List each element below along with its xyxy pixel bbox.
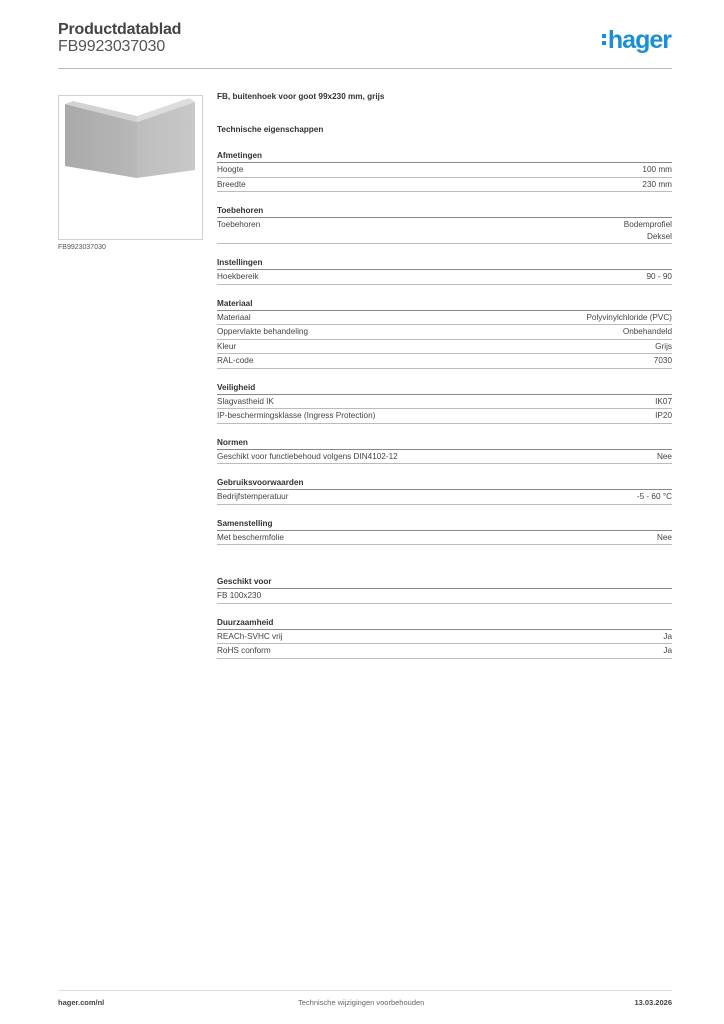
spec-label: Toebehoren (217, 220, 261, 229)
spec-label: Met beschermfolie (217, 532, 284, 542)
spec-row (217, 409, 672, 424)
footer-website-link[interactable]: hager.com/nl (58, 998, 105, 1007)
hager-logo (602, 26, 671, 55)
spec-section (217, 150, 672, 192)
spec-row (217, 395, 672, 410)
spec-section (217, 576, 672, 604)
spec-value-line: Nee (656, 532, 672, 542)
spec-value (663, 645, 672, 657)
spec-value (642, 164, 672, 176)
tech-heading: Technische eigenschappen (217, 125, 324, 134)
section-title: Veiligheid (217, 382, 256, 392)
spec-label: Hoekbereik (217, 272, 259, 281)
spec-value-line: 100 mm (642, 165, 672, 174)
spec-row (217, 178, 672, 193)
spec-row (217, 163, 672, 178)
footer-divider (58, 990, 672, 991)
section-title: Materiaal (217, 298, 253, 308)
spec-value (637, 491, 672, 503)
image-caption: FB9923037030 (58, 244, 106, 251)
spec-row (217, 218, 672, 244)
spec-label: Hoogte (217, 165, 244, 174)
section-title: Normen (217, 437, 248, 447)
spec-value (642, 179, 672, 191)
spec-section (217, 382, 672, 424)
section-title: Geschikt voor (217, 577, 272, 586)
spec-value-line: 7030 (653, 356, 672, 365)
page-title: Productdatablad (58, 21, 182, 38)
footer-date: 13.03.2026 (634, 998, 672, 1007)
spec-section (217, 437, 672, 465)
footer-disclaimer: Technische wijzigingen voorbehouden (298, 998, 425, 1007)
section-title: Samenstelling (217, 518, 273, 528)
spec-row (217, 644, 672, 659)
cable-duct-corner-image (59, 96, 202, 239)
spec-value (657, 451, 672, 463)
spec-row (217, 450, 672, 465)
spec-label: IP-beschermingsklasse (Ingress Protection) (217, 411, 376, 420)
spec-value-line: Onbehandeld (622, 327, 672, 336)
spec-section (217, 205, 672, 244)
spec-label: REACh-SVHC vrij (217, 631, 283, 641)
spec-section (217, 298, 672, 369)
spec-section (217, 617, 672, 659)
spec-section (217, 257, 672, 285)
spec-label: Geschikt voor functiebehoud volgens DIN4102-12 (217, 451, 398, 461)
spec-value-line: 230 mm (642, 179, 672, 189)
section-title: Toebehoren (217, 206, 264, 215)
spec-value-line: Polyvinylchloride (PVC) (586, 312, 672, 322)
spec-row (217, 311, 672, 326)
section-title: Gebruiksvoorwaarden (217, 478, 304, 487)
logo-dots-icon (602, 34, 606, 48)
spec-value (655, 396, 672, 408)
product-image (58, 95, 203, 240)
spec-row (217, 270, 672, 285)
spec-label: RAL-code (217, 356, 254, 365)
spec-label: RoHS conform (217, 646, 271, 655)
spec-label: FB 100x230 (217, 591, 262, 600)
spec-value (624, 219, 672, 242)
spec-row (217, 589, 672, 604)
spec-label: Materiaal (217, 312, 251, 322)
spec-label: Kleur (217, 341, 237, 351)
spec-section (217, 518, 672, 546)
spec-value (654, 355, 672, 367)
spec-value-line: Ja (663, 646, 672, 655)
logo-text: hager (607, 26, 671, 54)
header-divider (58, 68, 672, 69)
spec-value (657, 532, 672, 544)
spec-label: Breedte (217, 179, 246, 189)
spec-label: Oppervlakte behandeling (217, 327, 309, 336)
spec-value (663, 631, 672, 643)
spec-value (655, 341, 672, 353)
spec-value-line: Bodemprofiel (623, 220, 672, 229)
spec-value-line: IP20 (655, 411, 672, 420)
spec-section (217, 477, 672, 505)
spec-value-line: IK07 (655, 396, 672, 406)
spec-value-line: Deksel (646, 231, 672, 241)
spec-value (655, 410, 672, 422)
spec-row (217, 325, 672, 340)
section-title: Afmetingen (217, 151, 263, 160)
spec-value (586, 312, 672, 324)
product-title: FB, buitenhoek voor goot 99x230 mm, grijs (217, 92, 385, 101)
spec-value-line: 90 - 90 (646, 272, 672, 281)
section-title: Duurzaamheid (217, 617, 274, 627)
spec-value (623, 326, 672, 338)
spec-value-line: -5 - 60 °C (636, 492, 672, 501)
spec-row (217, 354, 672, 369)
spec-row (217, 340, 672, 355)
spec-label: Slagvastheid IK (217, 396, 274, 406)
spec-value-line: Nee (656, 451, 672, 461)
product-code: FB9923037030 (58, 38, 166, 55)
section-title: Instellingen (217, 258, 263, 267)
spec-row (217, 531, 672, 546)
spec-row (217, 630, 672, 645)
spec-value-line: Grijs (655, 341, 672, 351)
spec-value (647, 271, 673, 283)
spec-content (217, 92, 672, 659)
spec-value-line: Ja (663, 631, 672, 641)
spec-label: Bedrijfstemperatuur (217, 492, 289, 501)
spec-row (217, 490, 672, 505)
